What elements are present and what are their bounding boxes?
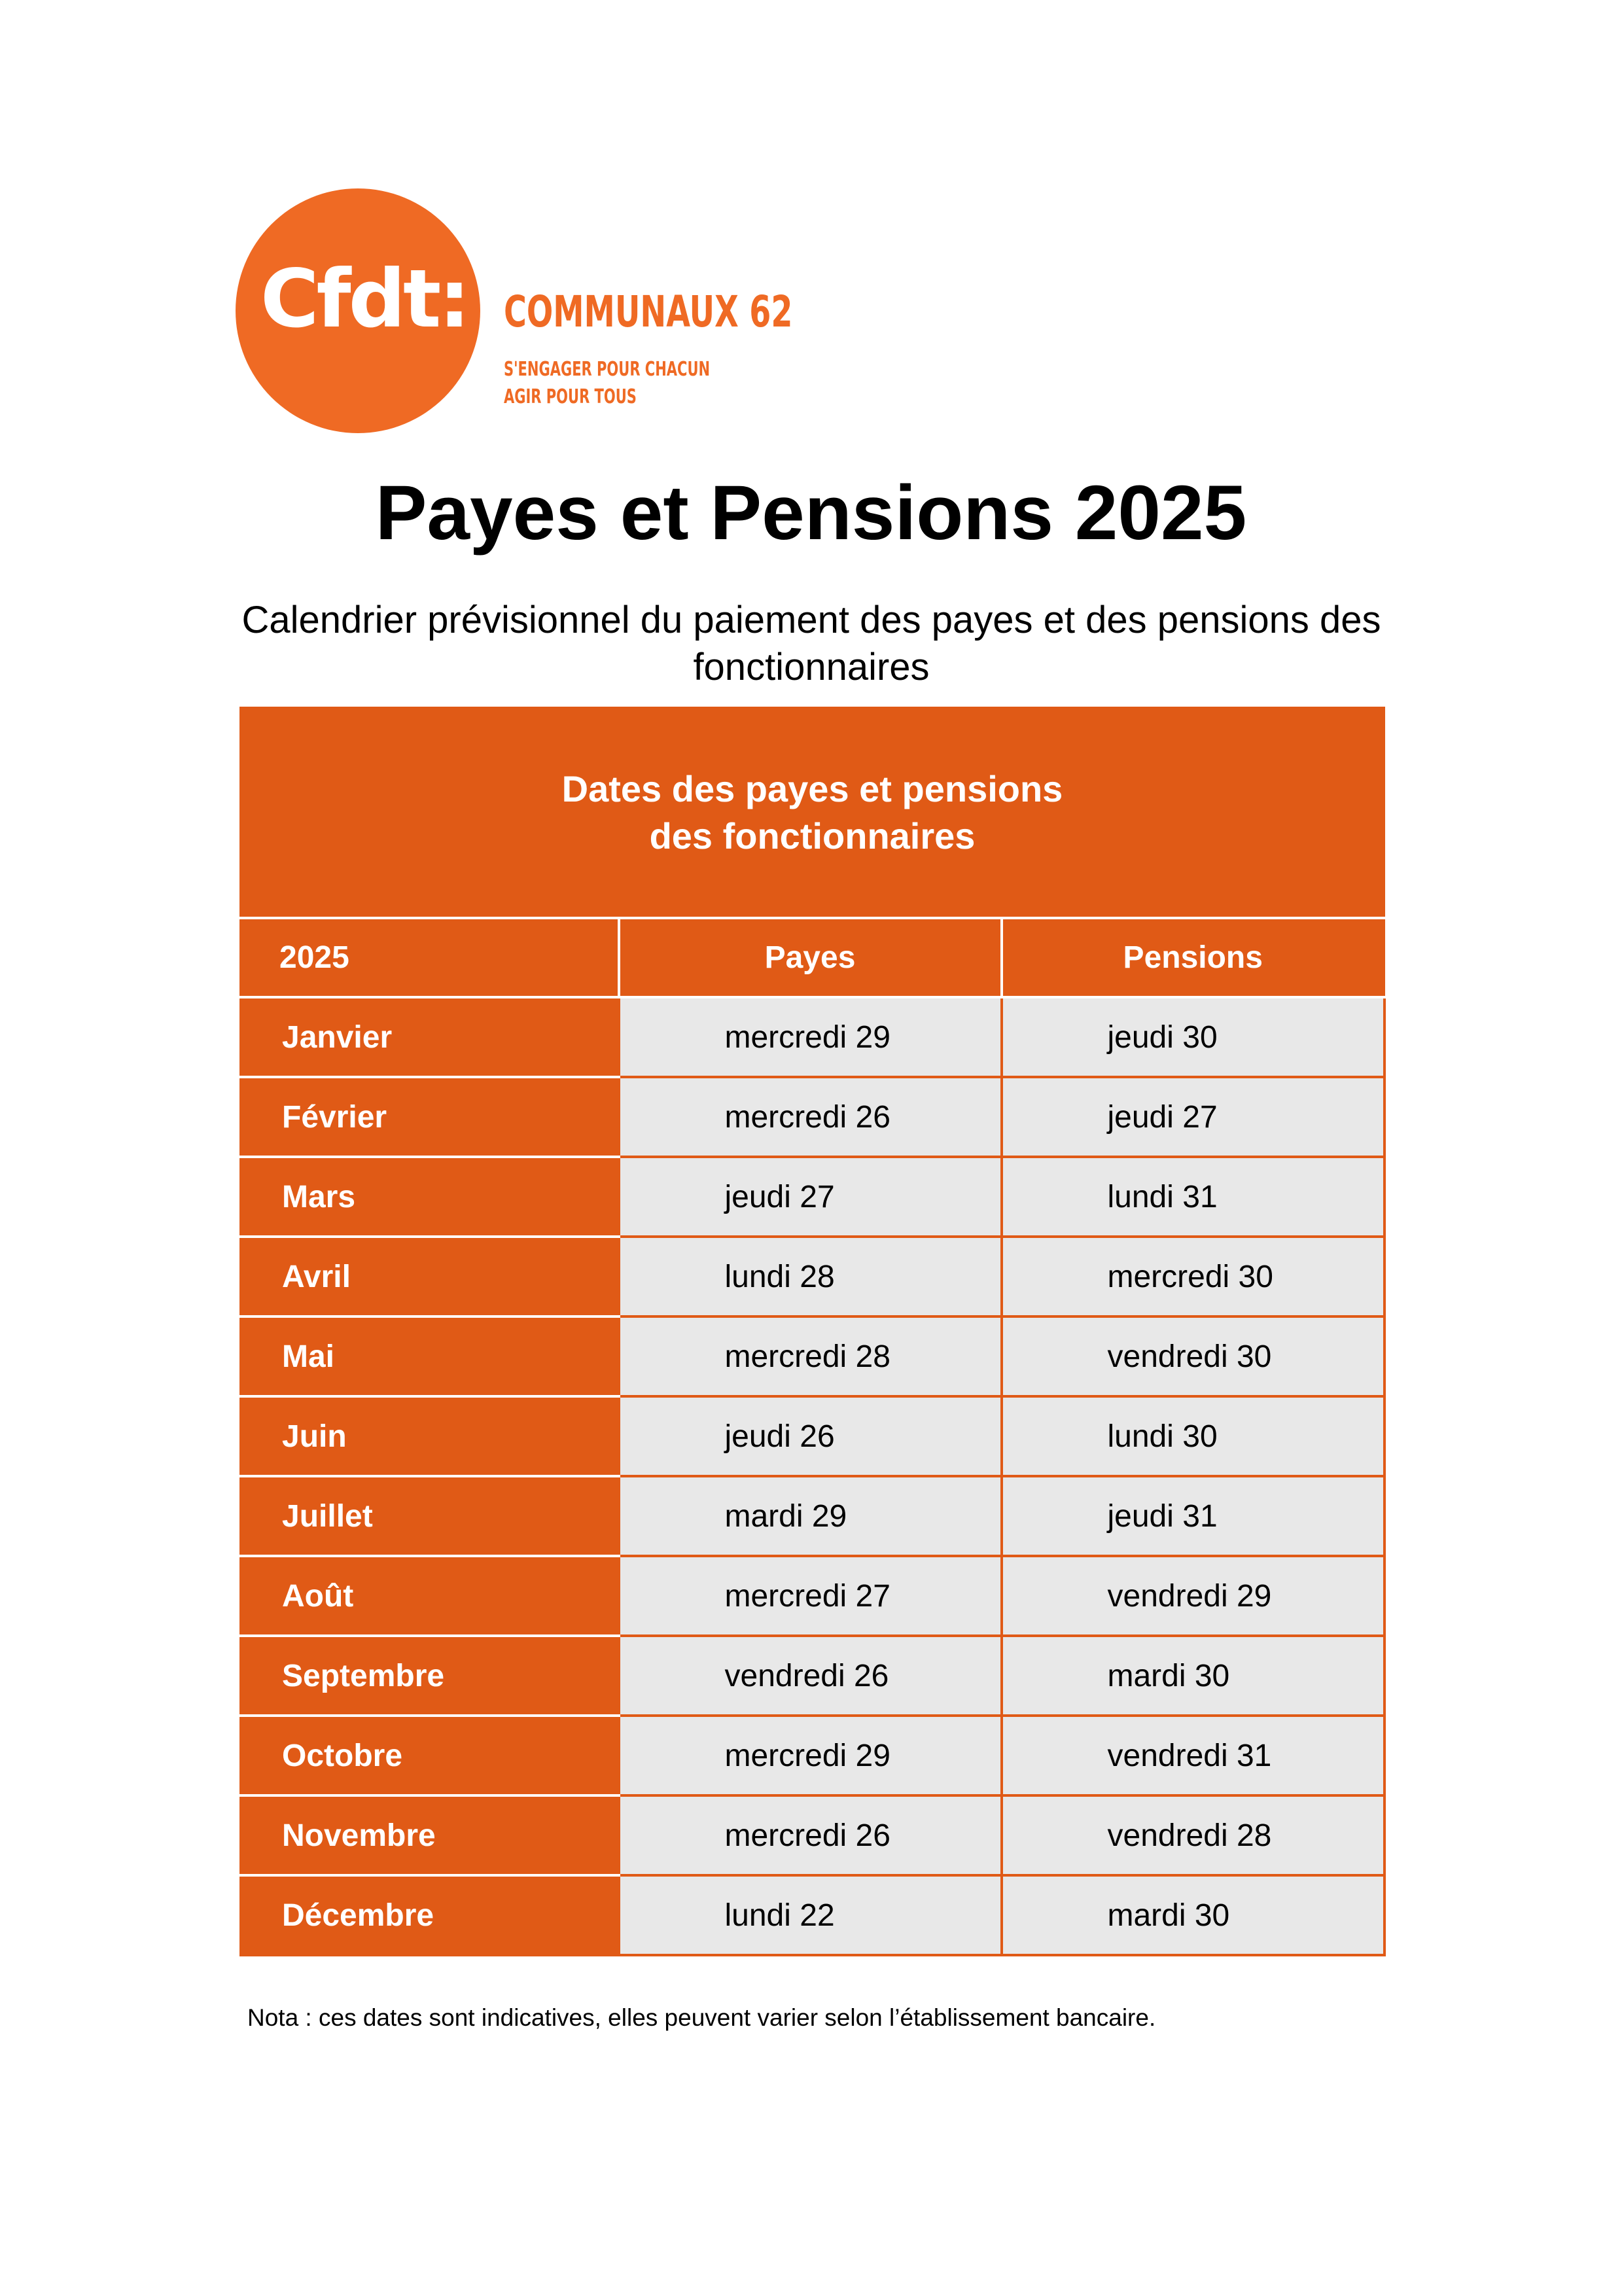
table-row bbox=[241, 1396, 1384, 1476]
page-subtitle: Calendrier prévisionnel du paiement des payes et des pensions des fonctionnaires bbox=[241, 599, 1381, 688]
pensions-cell: mardi 30 bbox=[1002, 1636, 1384, 1716]
table-header bbox=[241, 708, 1384, 919]
month-cell: Décembre bbox=[241, 1875, 619, 1955]
table-header-line-1: Dates des payes et pensions bbox=[561, 768, 1063, 809]
payes-cell: mercredi 26 bbox=[619, 1795, 1002, 1875]
page-title: Payes et Pensions 2025 bbox=[375, 470, 1247, 556]
logo-name: COMMUNAUX 62 bbox=[504, 287, 793, 337]
month-cell: Janvier bbox=[241, 997, 619, 1077]
payes-cell: vendredi 26 bbox=[619, 1636, 1002, 1716]
footnote: Nota : ces dates sont indicatives, elles peuvent varier selon l’établissement bancaire. bbox=[247, 2004, 1156, 2031]
table-row bbox=[241, 1636, 1384, 1716]
pensions-cell: vendredi 29 bbox=[1002, 1556, 1384, 1636]
month-cell: Juillet bbox=[241, 1476, 619, 1556]
month-cell: Avril bbox=[241, 1237, 619, 1316]
pensions-cell: jeudi 30 bbox=[1002, 997, 1384, 1077]
month-cell: Octobre bbox=[241, 1716, 619, 1795]
table-header-line-2: des fonctionnaires bbox=[649, 815, 976, 857]
table-row bbox=[241, 1795, 1384, 1875]
logo-tagline-1: S'ENGAGER POUR CHACUN bbox=[504, 358, 711, 381]
pensions-cell: lundi 30 bbox=[1002, 1396, 1384, 1476]
pensions-cell: jeudi 31 bbox=[1002, 1476, 1384, 1556]
cfdt-logo bbox=[236, 188, 824, 437]
calendar-table bbox=[239, 707, 1386, 1956]
payes-cell: jeudi 27 bbox=[619, 1157, 1002, 1237]
pensions-cell: lundi 31 bbox=[1002, 1157, 1384, 1237]
column-header-payes: Payes bbox=[619, 918, 1002, 997]
payes-cell: mercredi 26 bbox=[619, 1077, 1002, 1157]
table-row bbox=[241, 997, 1384, 1077]
column-header-pensions: Pensions bbox=[1002, 918, 1384, 997]
pensions-cell: jeudi 27 bbox=[1002, 1077, 1384, 1157]
logo-tagline-2: AGIR POUR TOUS bbox=[504, 385, 637, 408]
logo-brand: Cfdt: bbox=[260, 253, 468, 345]
table-row bbox=[241, 1716, 1384, 1795]
table-row bbox=[241, 1476, 1384, 1556]
column-header-year: 2025 bbox=[241, 918, 619, 997]
month-cell: Juin bbox=[241, 1396, 619, 1476]
month-cell: Novembre bbox=[241, 1795, 619, 1875]
table-row bbox=[241, 1875, 1384, 1955]
table-body bbox=[241, 997, 1384, 1955]
payes-cell: mercredi 27 bbox=[619, 1556, 1002, 1636]
month-cell: Septembre bbox=[241, 1636, 619, 1716]
month-cell: Août bbox=[241, 1556, 619, 1636]
table-row bbox=[241, 1556, 1384, 1636]
month-cell: Février bbox=[241, 1077, 619, 1157]
month-cell: Mai bbox=[241, 1316, 619, 1396]
table-row bbox=[241, 1077, 1384, 1157]
pensions-cell: mercredi 30 bbox=[1002, 1237, 1384, 1316]
payes-cell: lundi 28 bbox=[619, 1237, 1002, 1316]
payes-cell: mercredi 28 bbox=[619, 1316, 1002, 1396]
table-row bbox=[241, 1157, 1384, 1237]
pensions-cell: vendredi 31 bbox=[1002, 1716, 1384, 1795]
payes-cell: mercredi 29 bbox=[619, 997, 1002, 1077]
payes-cell: mercredi 29 bbox=[619, 1716, 1002, 1795]
table-row bbox=[241, 1237, 1384, 1316]
payes-cell: mardi 29 bbox=[619, 1476, 1002, 1556]
pensions-cell: mardi 30 bbox=[1002, 1875, 1384, 1955]
payes-cell: lundi 22 bbox=[619, 1875, 1002, 1955]
pensions-cell: vendredi 28 bbox=[1002, 1795, 1384, 1875]
table-row bbox=[241, 1316, 1384, 1396]
month-cell: Mars bbox=[241, 1157, 619, 1237]
payes-cell: jeudi 26 bbox=[619, 1396, 1002, 1476]
pensions-cell: vendredi 30 bbox=[1002, 1316, 1384, 1396]
